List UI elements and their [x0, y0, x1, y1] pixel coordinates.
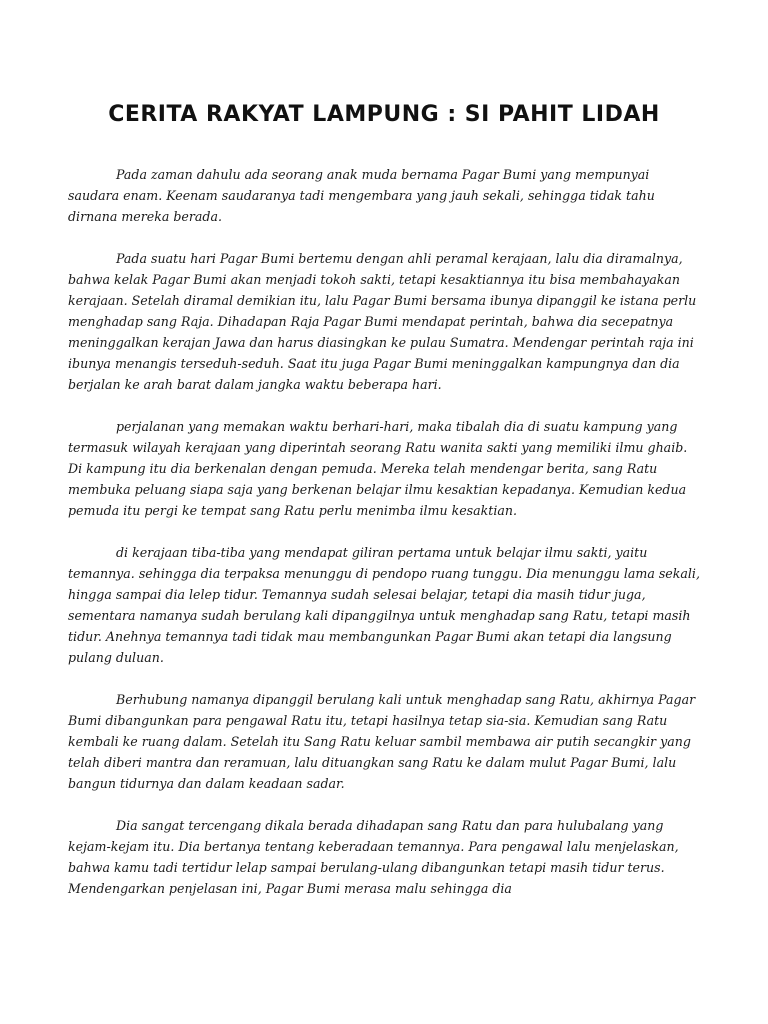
paragraph-2: Pada suatu hari Pagar Bumi bertemu dengan ahli peramal kerajaan, lalu dia diramalnya, bahwa kelak Pagar Bumi akan menjadi tokoh sakti, tetapi kesaktiannya itu bisa membahayakan kerajaan. Setelah diramal demikian itu, lalu Pagar Bumi bersama ibunya dipanggil ke istana perlu menghadap sang Raja. Dihadapan Raja Pagar Bumi mendapat perintah, bahwa dia secepatnya meninggalkan kerajan Jawa dan harus diasingkan ke pulau Sumatra. Mendengar perintah raja ini ibunya menangis terseduh-seduh. Saat itu juga Pagar Bumi meninggalkan kampungnya dan dia berjalan ke arah barat dalam jangka waktu beberapa hari. — [68, 251, 697, 392]
paragraph-4: di kerajaan tiba-tiba yang mendapat giliran pertama untuk belajar ilmu sakti, yaitu temannya. sehingga dia terpaksa menunggu di pendopo ruang tunggu. Dia menunggu lama sekali, hingga sampai dia lelep tidur. Temannya sudah selesai belajar, tetapi dia masih tidur juga, sementara namanya sudah berulang kali dipanggilnya untuk menghadap sang Ratu, tetapi masih tidur. Anehnya temannya tadi tidak mau membangunkan Pagar Bumi akan tetapi dia langsung pulang duluan. — [68, 545, 700, 665]
paragraph-1: Pada zaman dahulu ada seorang anak muda bernama Pagar Bumi yang mempunyai saudara enam. Keenam saudaranya tadi mengembara yang jauh sekali, sehingga tidak tahu dirnana mereka berada. — [68, 167, 655, 224]
paragraph-5: Berhubung namanya dipanggil berulang kali untuk menghadap sang Ratu, akhirnya Pagar Bumi dibangunkan para pengawal Ratu itu, tetapi hasilnya tetap sia-sia. Kemudian sang Ratu kembali ke ruang dalam. Setelah itu Sang Ratu keluar sambil membawa air putih secangkir yang telah diberi mantra dan reramuan, lalu dituangkan sang Ratu ke dalam mulut Pagar Bumi, lalu bangun tidurnya dan dalam keadaan sadar. — [68, 692, 696, 791]
paragraph-3: perjalanan yang memakan waktu berhari-hari, maka tibalah dia di suatu kampung yang termasuk wilayah kerajaan yang diperintah seorang Ratu wanita sakti yang memiliki ilmu ghaib. Di kampung itu dia berkenalan dengan pemuda. Mereka telah mendengar berita, sang Ratu membuka peluang siapa saja yang berkenan belajar ilmu kesaktian kepadanya. Kemudian kedua pemuda itu pergi ke tempat sang Ratu perlu menimba ilmu kesaktian. — [68, 419, 688, 518]
document-body — [68, 164, 704, 920]
paragraph-6: Dia sangat tercengang dikala berada dihadapan sang Ratu dan para hulubalang yang kejam-kejam itu. Dia bertanya tentang keberadaan temannya. Para pengawal lalu menjelaskan, bahwa kamu tadi tertidur lelap sampai berulang-ulang dibangunkan tetapi masih tidur terus. Mendengarkan penjelasan ini, Pagar Bumi merasa malu sehingga dia — [68, 818, 679, 896]
document-title: CERITA RAKYAT LAMPUNG : SI PAHIT LIDAH — [108, 102, 660, 127]
